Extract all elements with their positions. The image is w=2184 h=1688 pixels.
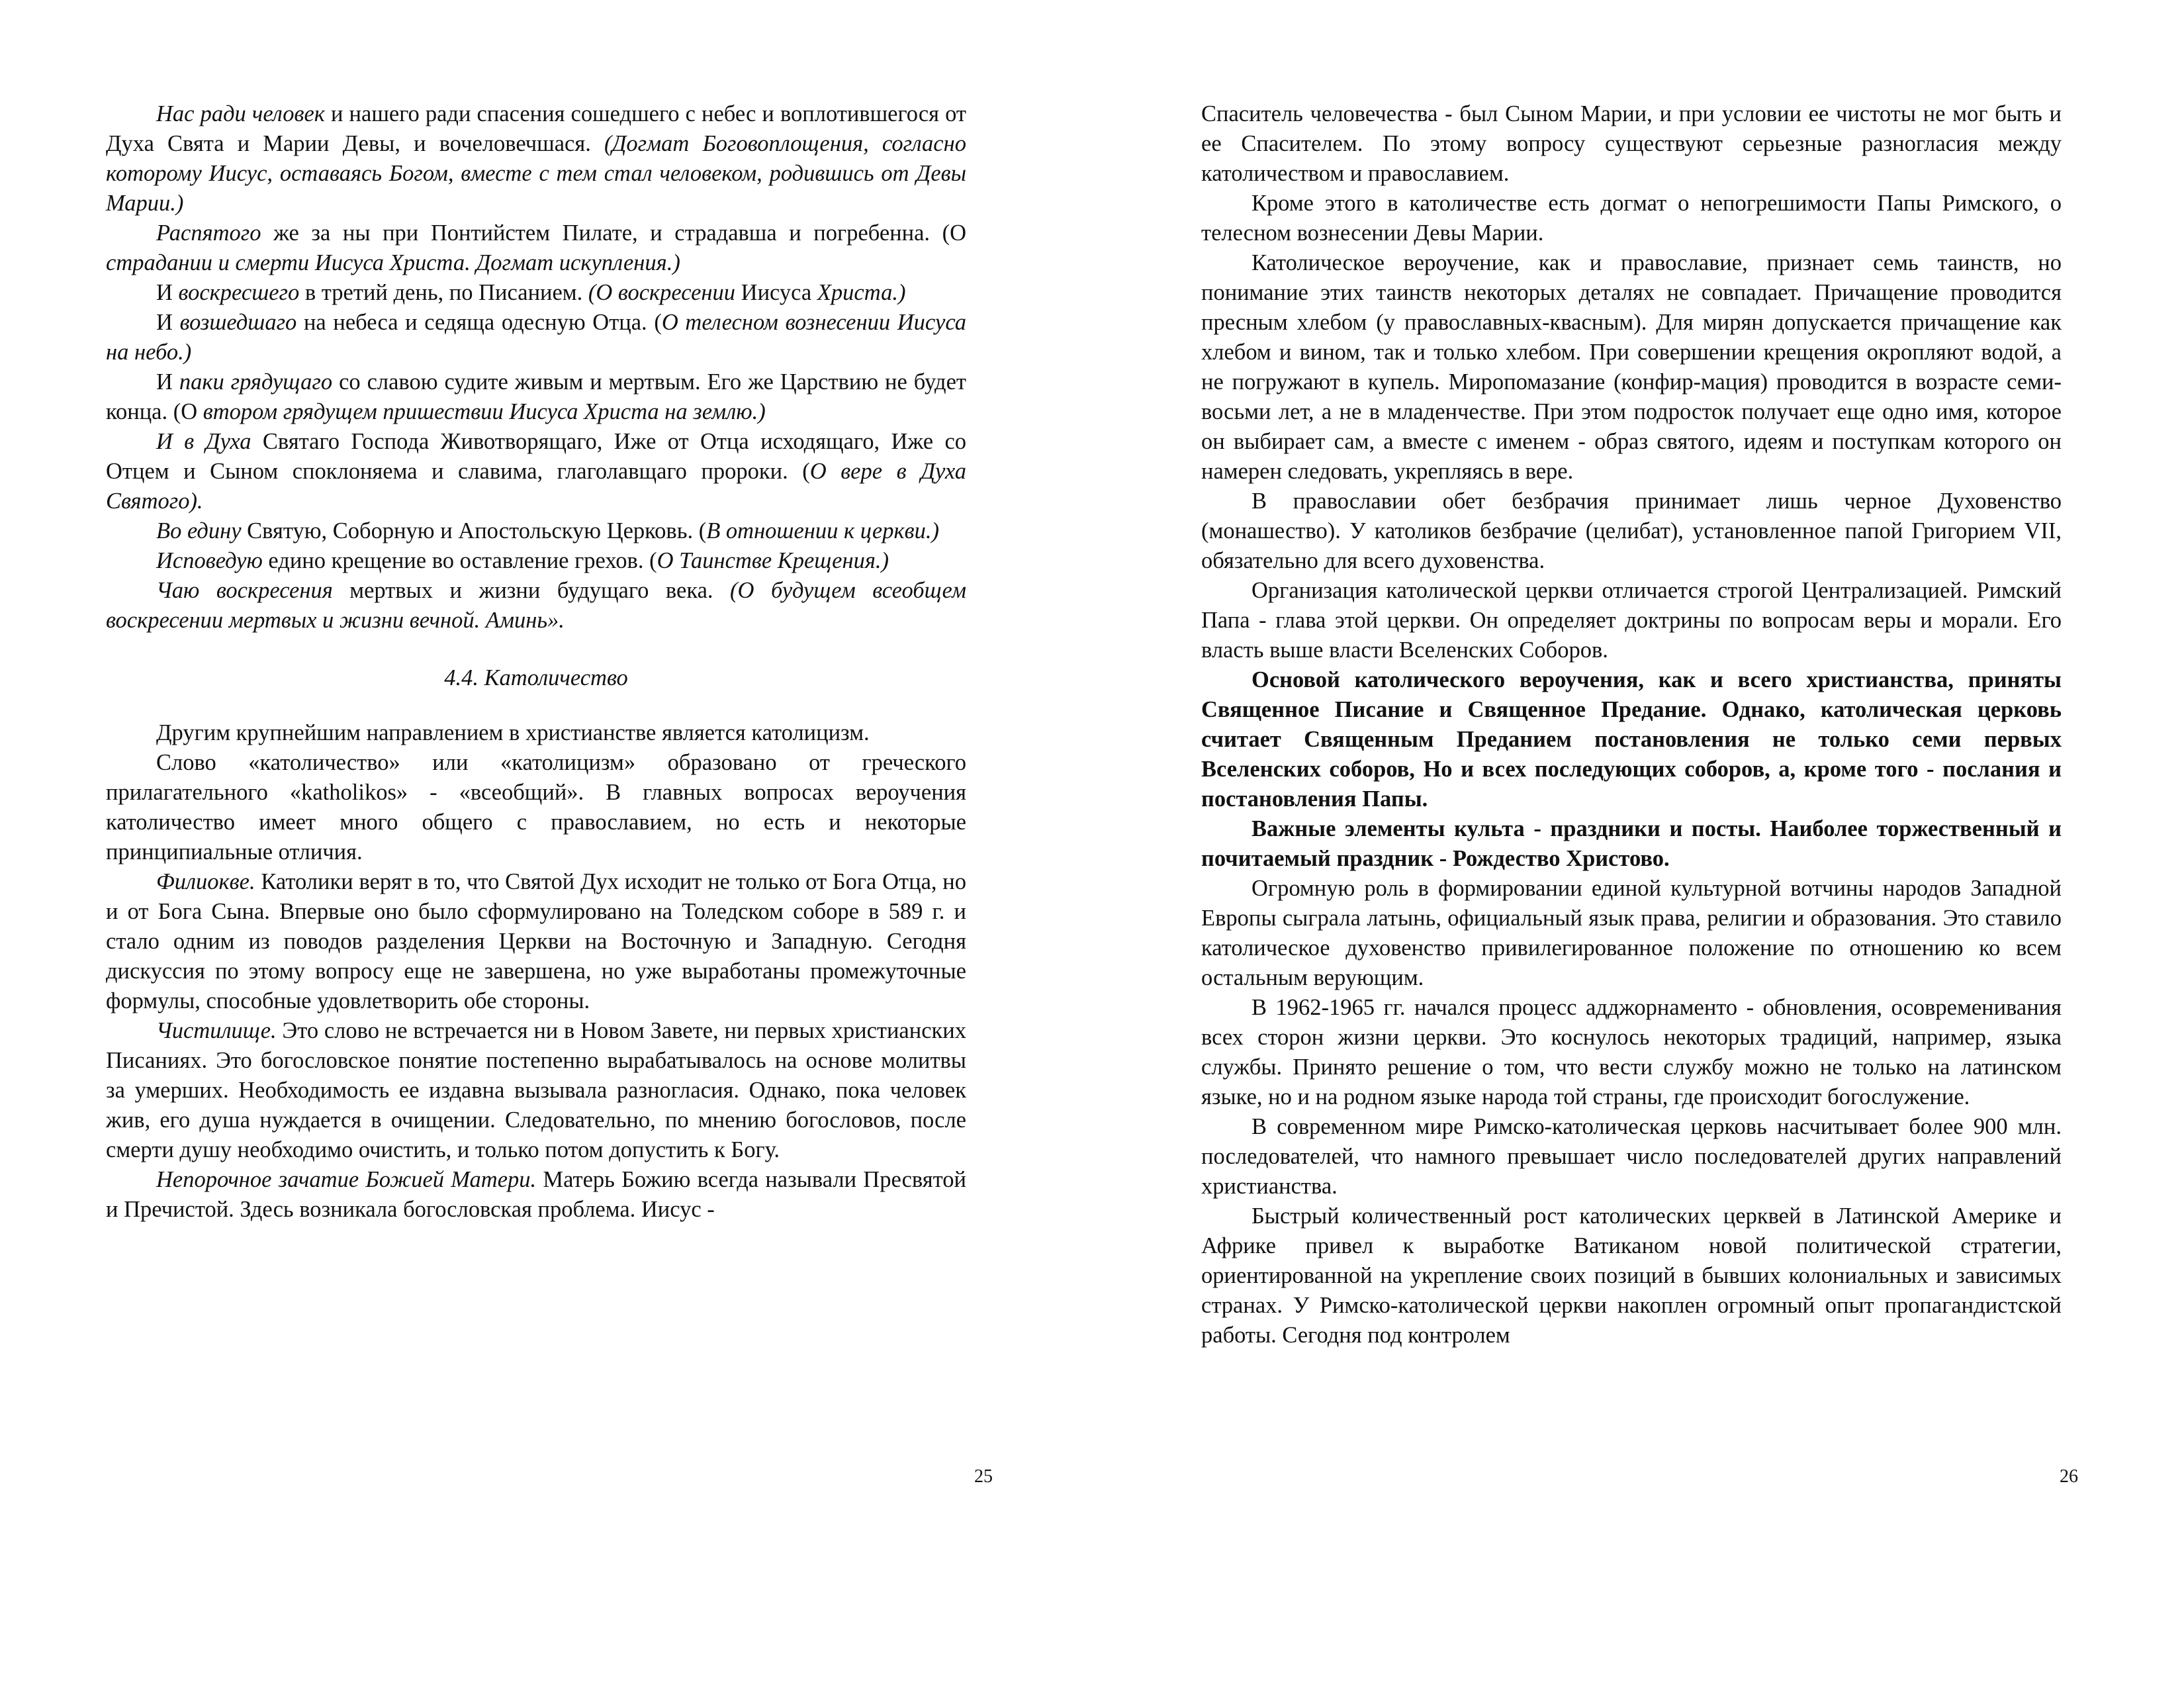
body-paragraph-continuation: Спаситель человечества - был Сыном Марии, и при условии ее чистоты не мог быть и ее Спасителем. По этому вопросу существуют серьезные разногласия между католичеством и православием. (1201, 101, 2062, 186)
creed-paragraph-5: И паки грядущаго со славою судите живым и мертвым. Его же Царствию не будет конца. (О втором грядущем пришествии Иисуса Христа на землю.) (106, 369, 966, 424)
body-paragraph-term-origin: Слово «католичество» или «католицизм» образовано от греческого прилагательного «katholikos» - «всеобщий». В главных вопросах вероучения католичество имеет много общего с православием, но есть и некоторые принципиальные отличия. (106, 750, 966, 865)
body-paragraph-purgatory: Чистилище. Это слово не встречается ни в Новом Завете, ни первых христианских Писаниях. Это богословское понятие постепенно вырабатывалось на основе молитвы за умерших. Необходимость ее издавна вызывала разногласия. Однако, пока человек жив, его душа нуждается в очищении. Следовательно, по мнению богословов, после смерти душу необходимо очистить, и только потом допустить к Богу. (106, 1018, 966, 1162)
body-paragraph-organization: Организация католической церкви отличается строгой Централизацией. Римский Папа - глава этой церкви. Он определяет доктрины по вопросам веры и морали. Его власть выше власти Вселенских Соборов. (1201, 578, 2062, 663)
creed-paragraph-3: И воскресшего в третий день, по Писанием. (О воскресении Иисуса Христа.) (156, 280, 906, 305)
body-paragraph-infallibility: Кроме этого в католичестве есть догмат о непогрешимости Папы Римского, о телесном вознесении Девы Марии. (1201, 191, 2062, 246)
bold-paragraph-doctrine-basis: Основой католического вероучения, как и всего христианства, приняты Священное Писание и Священное Предание. Однако, католическая церковь считает Священным Преданием постановления не только семи первых Вселенских соборов, Но и всех последующих соборов, а, кроме того - послания и постановления Папы. (1201, 667, 2062, 812)
section-heading: 4.4. Католичество (444, 665, 628, 690)
bold-paragraph-cult-elements: Важные элементы культа - праздники и посты. Наиболее торжественный и почитаемый праздник - Рождество Христово. (1201, 816, 2062, 871)
body-paragraph-catholicism-intro: Другим крупнейшим направлением в христианстве является католицизм. (156, 720, 870, 745)
body-paragraph-immaculate-conception: Непорочное зачатие Божией Матери. Матерь Божию всегда называли Пресвятой и Пречистой. Здесь возникала богословская проблема. Иисус - (106, 1167, 966, 1222)
body-paragraph-latin: Огромную роль в формировании единой культурной вотчины народов Западной Европы сыграла латынь, официальный язык права, религии и образования. Это ставило католическое духовенство привилегированное положение по отношению ко всем остальным верующим. (1201, 876, 2062, 990)
creed-paragraph-8: Исповедую едино крещение во оставление грехов. (О Таинстве Крещения.) (156, 548, 889, 573)
body-paragraph-sacraments: Католическое вероучение, как и православие, признает семь таинств, но понимание этих таинств некоторых деталях не совпадает. Причащение проводится пресным хлебом (у православных-квасным). Для мирян допускается причащение как хлебом и вином, так и только хлебом. При совершении крещения окропляют водой, а не погружают в купель. Миропомазание (конфир-мация) проводится в возрасте семи-восьми лет, а не в младенчестве. При этом подросток получает еще одно имя, которое он выбирает сам, а вместе с именем - образ святого, идеям и поступкам которого он намерен следовать, укрепляясь в вере. (1201, 250, 2062, 484)
body-paragraph-growth: Быстрый количественный рост католических церквей в Латинской Америке и Африке привел к выработке Ватиканом новой политической стратегии, ориентированной на укрепление своих позиций в бывших колониальных и зависимых странах. У Римско-католической церкви накоплен огромный опыт пропагандистской работы. Сегодня под контролем (1201, 1203, 2062, 1348)
page-number-right: 26 (2060, 1466, 2078, 1487)
body-paragraph-filioque: Филиокве. Католики верят в то, что Святой Дух исходит не только от Бога Отца, но и от Бога Сына. Впервые оно было сформулировано на Толедском соборе в 589 г. и стало одним из поводов разделения Церкви на Восточную и Западную. Сегодня дискуссия по этому вопросу еще не завершена, но уже выработаны промежуточные формулы, способные удовлетворить обе стороны. (106, 869, 966, 1013)
creed-paragraph-9: Чаю воскресения мертвых и жизни будущаго века. (О будущем всеобщем воскресении мертвых и жизни вечной. Аминь». (106, 578, 967, 633)
creed-paragraph-2: Распятого же за ны при Понтийстем Пилате, и страдавша и погребенна. (О страдании и смерти Иисуса Христа. Догмат искупления.) (106, 220, 966, 275)
body-paragraph-celibacy: В православии обет безбрачия принимает лишь черное Духовенство (монашество). У католиков безбрачие (целибат), установленное папой Григорием VII, обязательно для всего духовенства. (1201, 489, 2062, 573)
right-page (1201, 99, 2062, 1350)
body-paragraph-aggiornamento: В 1962-1965 гг. начался процесс адджорнаменто - обновления, осовременивания всех сторон жизни церкви. Это коснулось некоторых традиций, например, языка службы. Принято решение о том, что вести службу можно не только на латинском языке, но и на родном языке народа той страны, где происходит богослужение. (1201, 995, 2062, 1109)
creed-paragraph-4: И возшедшаго на небеса и седяща одесную Отца. (О телесном вознесении Иисуса на небо.) (106, 310, 966, 365)
page-number-left: 25 (974, 1466, 993, 1487)
body-paragraph-followers: В современном мире Римско-католическая церковь насчитывает более 900 млн. последователей, что намного превышает число последователей других направлений христианства. (1201, 1114, 2062, 1199)
creed-paragraph-1: Нас ради человек и нашего ради спасения сошедшего с небес и воплотившегося от Духа Свята и Марии Девы, и вочеловечшася. (Догмат Боговоплощения, согласно которому Иисус, оставаясь Богом, вместе с тем стал человеком, родившись от Девы Марии.) (106, 101, 967, 216)
creed-paragraph-6: И в Духа Святаго Господа Животворящаго, Иже от Отца исходящаго, Иже со Отцем и Сыном споклоняема и славима, глаголавщаго пророки. (О вере в Духа Святого). (106, 429, 967, 514)
creed-paragraph-7: Во едину Святую, Соборную и Апостольскую Церковь. (В отношении к церкви.) (156, 518, 939, 543)
left-page (106, 99, 966, 1225)
